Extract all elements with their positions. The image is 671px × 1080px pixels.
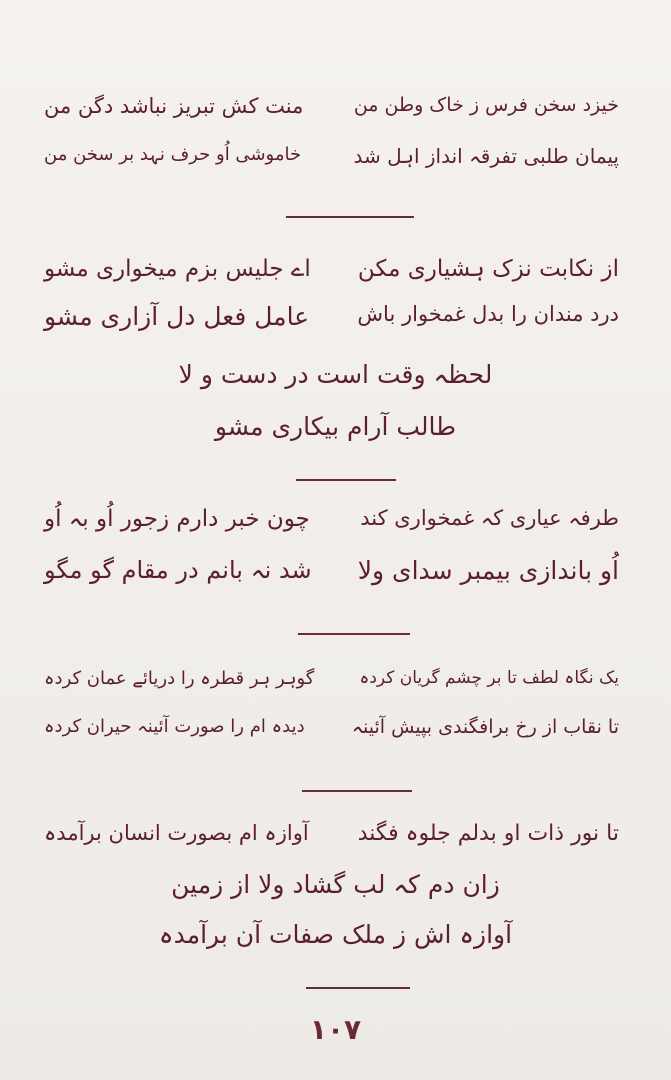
verse-line-right: پیمان طلبی تفرقہ انداز اہل شد — [353, 144, 619, 168]
verse-line-right: اُو باندازی بیمبر سدای ولا — [357, 556, 619, 585]
verse-line-center: زان دم کہ لب گشاد ولا از زمین — [171, 870, 500, 899]
verse-line-left: منت کش تبریز نباشد دگن من — [44, 94, 304, 118]
verse-line-left: گوہر ہر قطرہ را دریائے عمان کردہ — [44, 668, 315, 689]
verse-line-right: تا نور ذات او بدلم جلوہ فگند — [357, 821, 619, 846]
verse-line-left: دیدہ ام را صورت آئینہ حیران کردہ — [44, 716, 305, 737]
verse-line-right: خیزد سخن فرس ز خاک وطن من — [353, 94, 619, 116]
verse-line-left: عامل فعل دل آزاری مشو — [44, 302, 310, 331]
verse-line-right: طرفہ عیاری کہ غمخواری کند — [360, 506, 619, 530]
verse-line-right: تا نقاب از رخ برافگندی بپیش آئینہ — [351, 716, 619, 738]
stanza-divider — [302, 790, 412, 792]
verse-line-left: خاموشی اُو حرف نہد بر سخن من — [44, 144, 302, 165]
verse-line-left: آوازہ ام بصورت انسان برآمدہ — [44, 821, 309, 845]
verse-line-left: شد نہ بانم در مقام گو مگو — [44, 556, 312, 584]
page-number: ۱۰۷ — [309, 1013, 362, 1046]
verse-line-right: از نکابت نزک ہشیاری مکن — [357, 256, 619, 282]
verse-line-center: طالب آرام بیکاری مشو — [214, 412, 457, 441]
verse-line-left: اے جلیس بزم میخواری مشو — [44, 256, 311, 282]
verse-line-right: یک نگاہ لطف تا بر چشم گریان کردہ — [359, 668, 619, 688]
verse-line-center: آوازہ اش ز ملک صفات آن برآمدہ — [158, 920, 513, 949]
stanza-divider — [298, 633, 410, 635]
stanza-divider — [296, 479, 396, 481]
verse-line-left: چون خبر دارم زجور اُو بہ اُو — [44, 506, 310, 532]
stanza-divider — [306, 987, 410, 989]
verse-line-center: لحظہ وقت است در دست و لا — [178, 360, 493, 389]
verse-line-right: درد مندان را بدل غمخوار باش — [357, 302, 619, 326]
stanza-divider — [286, 216, 414, 218]
